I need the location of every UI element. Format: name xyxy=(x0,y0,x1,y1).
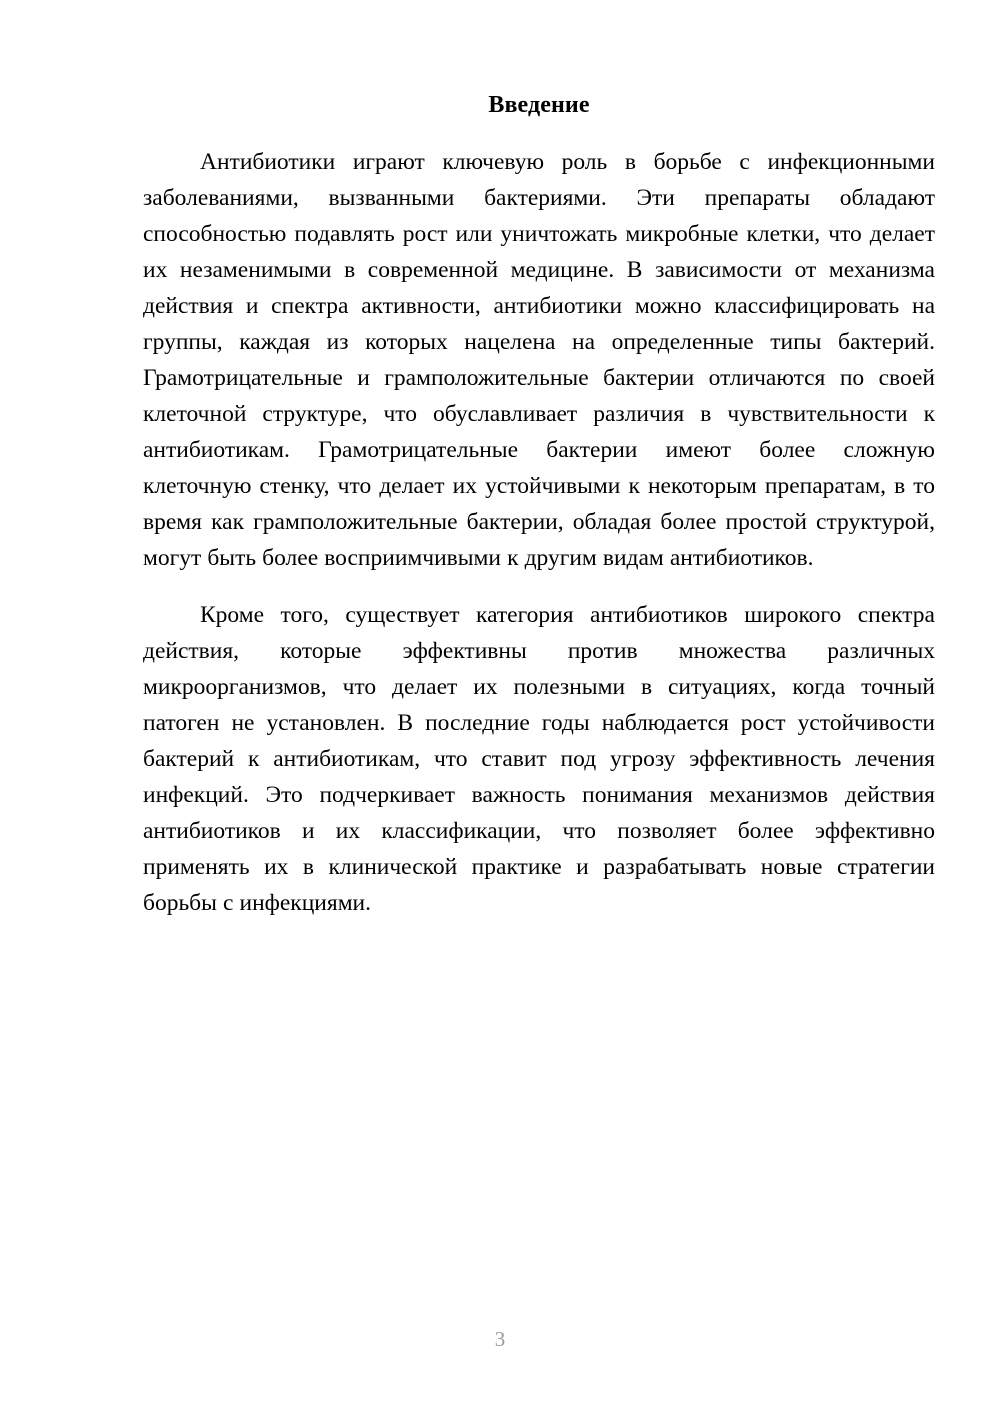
paragraph-1: Антибиотики играют ключевую роль в борьбе с инфекционными заболеваниями, вызванными бактериями. Эти препараты обладают способностью подавлять рост или уничтожать микробные клетки, что делает их незаменимыми в современной медицине. В зависимости от механизма действия и спектра активности, антибиотики можно классифицировать на группы, каждая из которых нацелена на определенные типы бактерий. Грамотрицательные и грамположительные бактерии отличаются по своей клеточной структуре, что обуславливает различия в чувствительности к антибиотикам. Грамотрицательные бактерии имеют более сложную клеточную стенку, что делает их устойчивыми к некоторым препаратам, в то время как грамположительные бактерии, обладая более простой структурой, могут быть более восприимчивыми к другим видам антибиотиков. xyxy=(143,149,935,571)
document-body xyxy=(143,88,935,921)
paragraph-2: Кроме того, существует категория антибиотиков широкого спектра действия, которые эффективны против множества различных микроорганизмов, что делает их полезными в ситуациях, когда точный патоген не установлен. В последние годы наблюдается рост устойчивости бактерий к антибиотикам, что ставит под угрозу эффективность лечения инфекций. Это подчеркивает важность понимания механизмов действия антибиотиков и их классификации, что позволяет более эффективно применять их в клинической практике и разрабатывать новые стратегии борьбы с инфекциями. xyxy=(143,602,935,916)
page-title: Введение xyxy=(488,92,590,118)
page-number: 3 xyxy=(494,1327,506,1351)
